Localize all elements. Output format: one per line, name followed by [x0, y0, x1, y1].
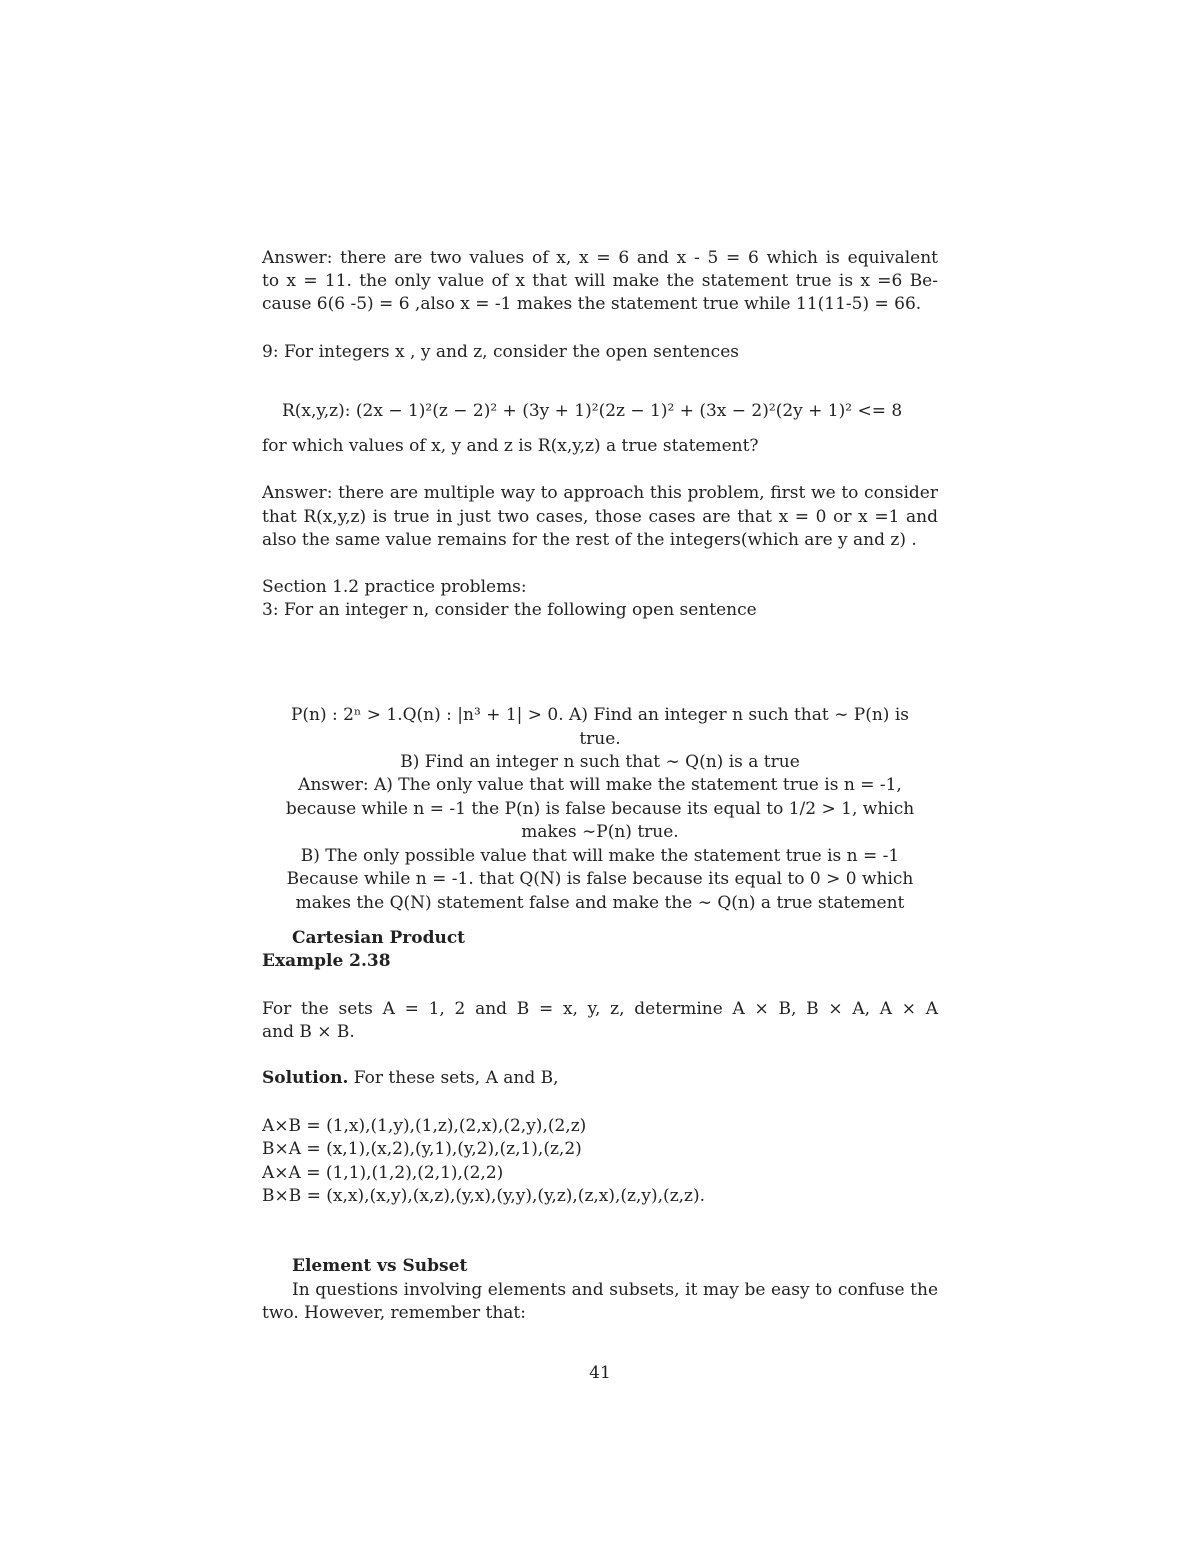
solution-label: Solution. — [262, 1068, 349, 1088]
centered-line-8: Because while n = -1. that Q(N) is false because its equal to 0 > 0 which — [286, 869, 914, 889]
answer-8-line-3: cause 6(6 -5) = 6 ,also x = -1 makes the statement true while 11(11-5) = 66. — [262, 294, 922, 314]
centered-line-6: makes ∼P(n) true. — [521, 822, 679, 842]
solution-text: For these sets, A and B, — [348, 1068, 559, 1088]
element-subset-line-2: two. However, remember that: — [262, 1303, 526, 1323]
section-heading: Section 1.2 practice problems: — [262, 577, 527, 597]
centered-line-1: P(n) : 2ⁿ > 1.Q(n) : |n³ + 1| > 0. A) Find an integer n such that ∼ P(n) is — [290, 705, 909, 725]
solution-line — [262, 1067, 938, 1090]
product-axb: A×B = (1,x),(1,y),(1,z),(2,x),(2,y),(2,z) — [262, 1116, 587, 1136]
centered-line-2: true. — [579, 729, 621, 749]
centered-line-4: Answer: A) The only value that will make the statement true is n = -1, — [298, 775, 902, 795]
problem-9-prompt: 9: For integers x , y and z, consider the open sentences — [262, 342, 739, 362]
centered-line-3: B) Find an integer n such that ∼ Q(n) is a true — [400, 752, 800, 772]
problem-9-answer-line-3: also the same value remains for the rest of the integers(which are y and z) . — [262, 530, 917, 550]
product-bxb: B×B = (x,x),(x,y),(x,z),(y,x),(y,y),(y,z),(z,x),(z,y),(z,z). — [262, 1186, 706, 1206]
product-axa: A×A = (1,1),(1,2),(2,1),(2,2) — [262, 1163, 504, 1183]
problem-9-answer-line-2: that R(x,y,z) is true in just two cases, those cases are that x = 0 or x =1 and — [262, 507, 938, 527]
answer-8-line-1: Answer: there are two values of x, x = 6 and x - 5 = 6 which is equivalent — [262, 248, 938, 268]
cartesian-heading: Cartesian Product — [292, 928, 466, 948]
example-label: Example 2.38 — [262, 951, 391, 971]
element-subset-heading: Element vs Subset — [292, 1256, 468, 1276]
cartesian-prompt-line-1: For the sets A = 1, 2 and B = x, y, z, determine A × B, B × A, A × A — [262, 999, 938, 1019]
problem-9-answer-line-1: Answer: there are multiple way to approach this problem, first we to consider — [262, 483, 938, 503]
centered-line-7: B) The only possible value that will make the statement true is n = -1 — [300, 846, 900, 866]
section-problem-3: 3: For an integer n, consider the following open sentence — [262, 600, 757, 620]
problem-9-question: for which values of x, y and z is R(x,y,z) a true statement? — [262, 436, 759, 456]
answer-8-line-2: to x = 11. the only value of x that will make the statement true is x =6 Be- — [262, 271, 938, 291]
problem-9-formula: R(x,y,z): (2x − 1)²(z − 2)² + (3y + 1)²(2z − 1)² + (3x − 2)²(2y + 1)² <= 8 — [282, 401, 903, 421]
centered-line-9: makes the Q(N) statement false and make the ∼ Q(n) a true statement — [295, 893, 905, 913]
centered-line-5: because while n = -1 the P(n) is false because its equal to 1/2 > 1, which — [285, 799, 915, 819]
cartesian-prompt-line-2: and B × B. — [262, 1022, 355, 1042]
page-number: 41 — [589, 1363, 611, 1383]
element-subset-line-1: In questions involving elements and subsets, it may be easy to confuse the — [292, 1280, 938, 1300]
product-bxa: B×A = (x,1),(x,2),(y,1),(y,2),(z,1),(z,2) — [262, 1139, 582, 1159]
